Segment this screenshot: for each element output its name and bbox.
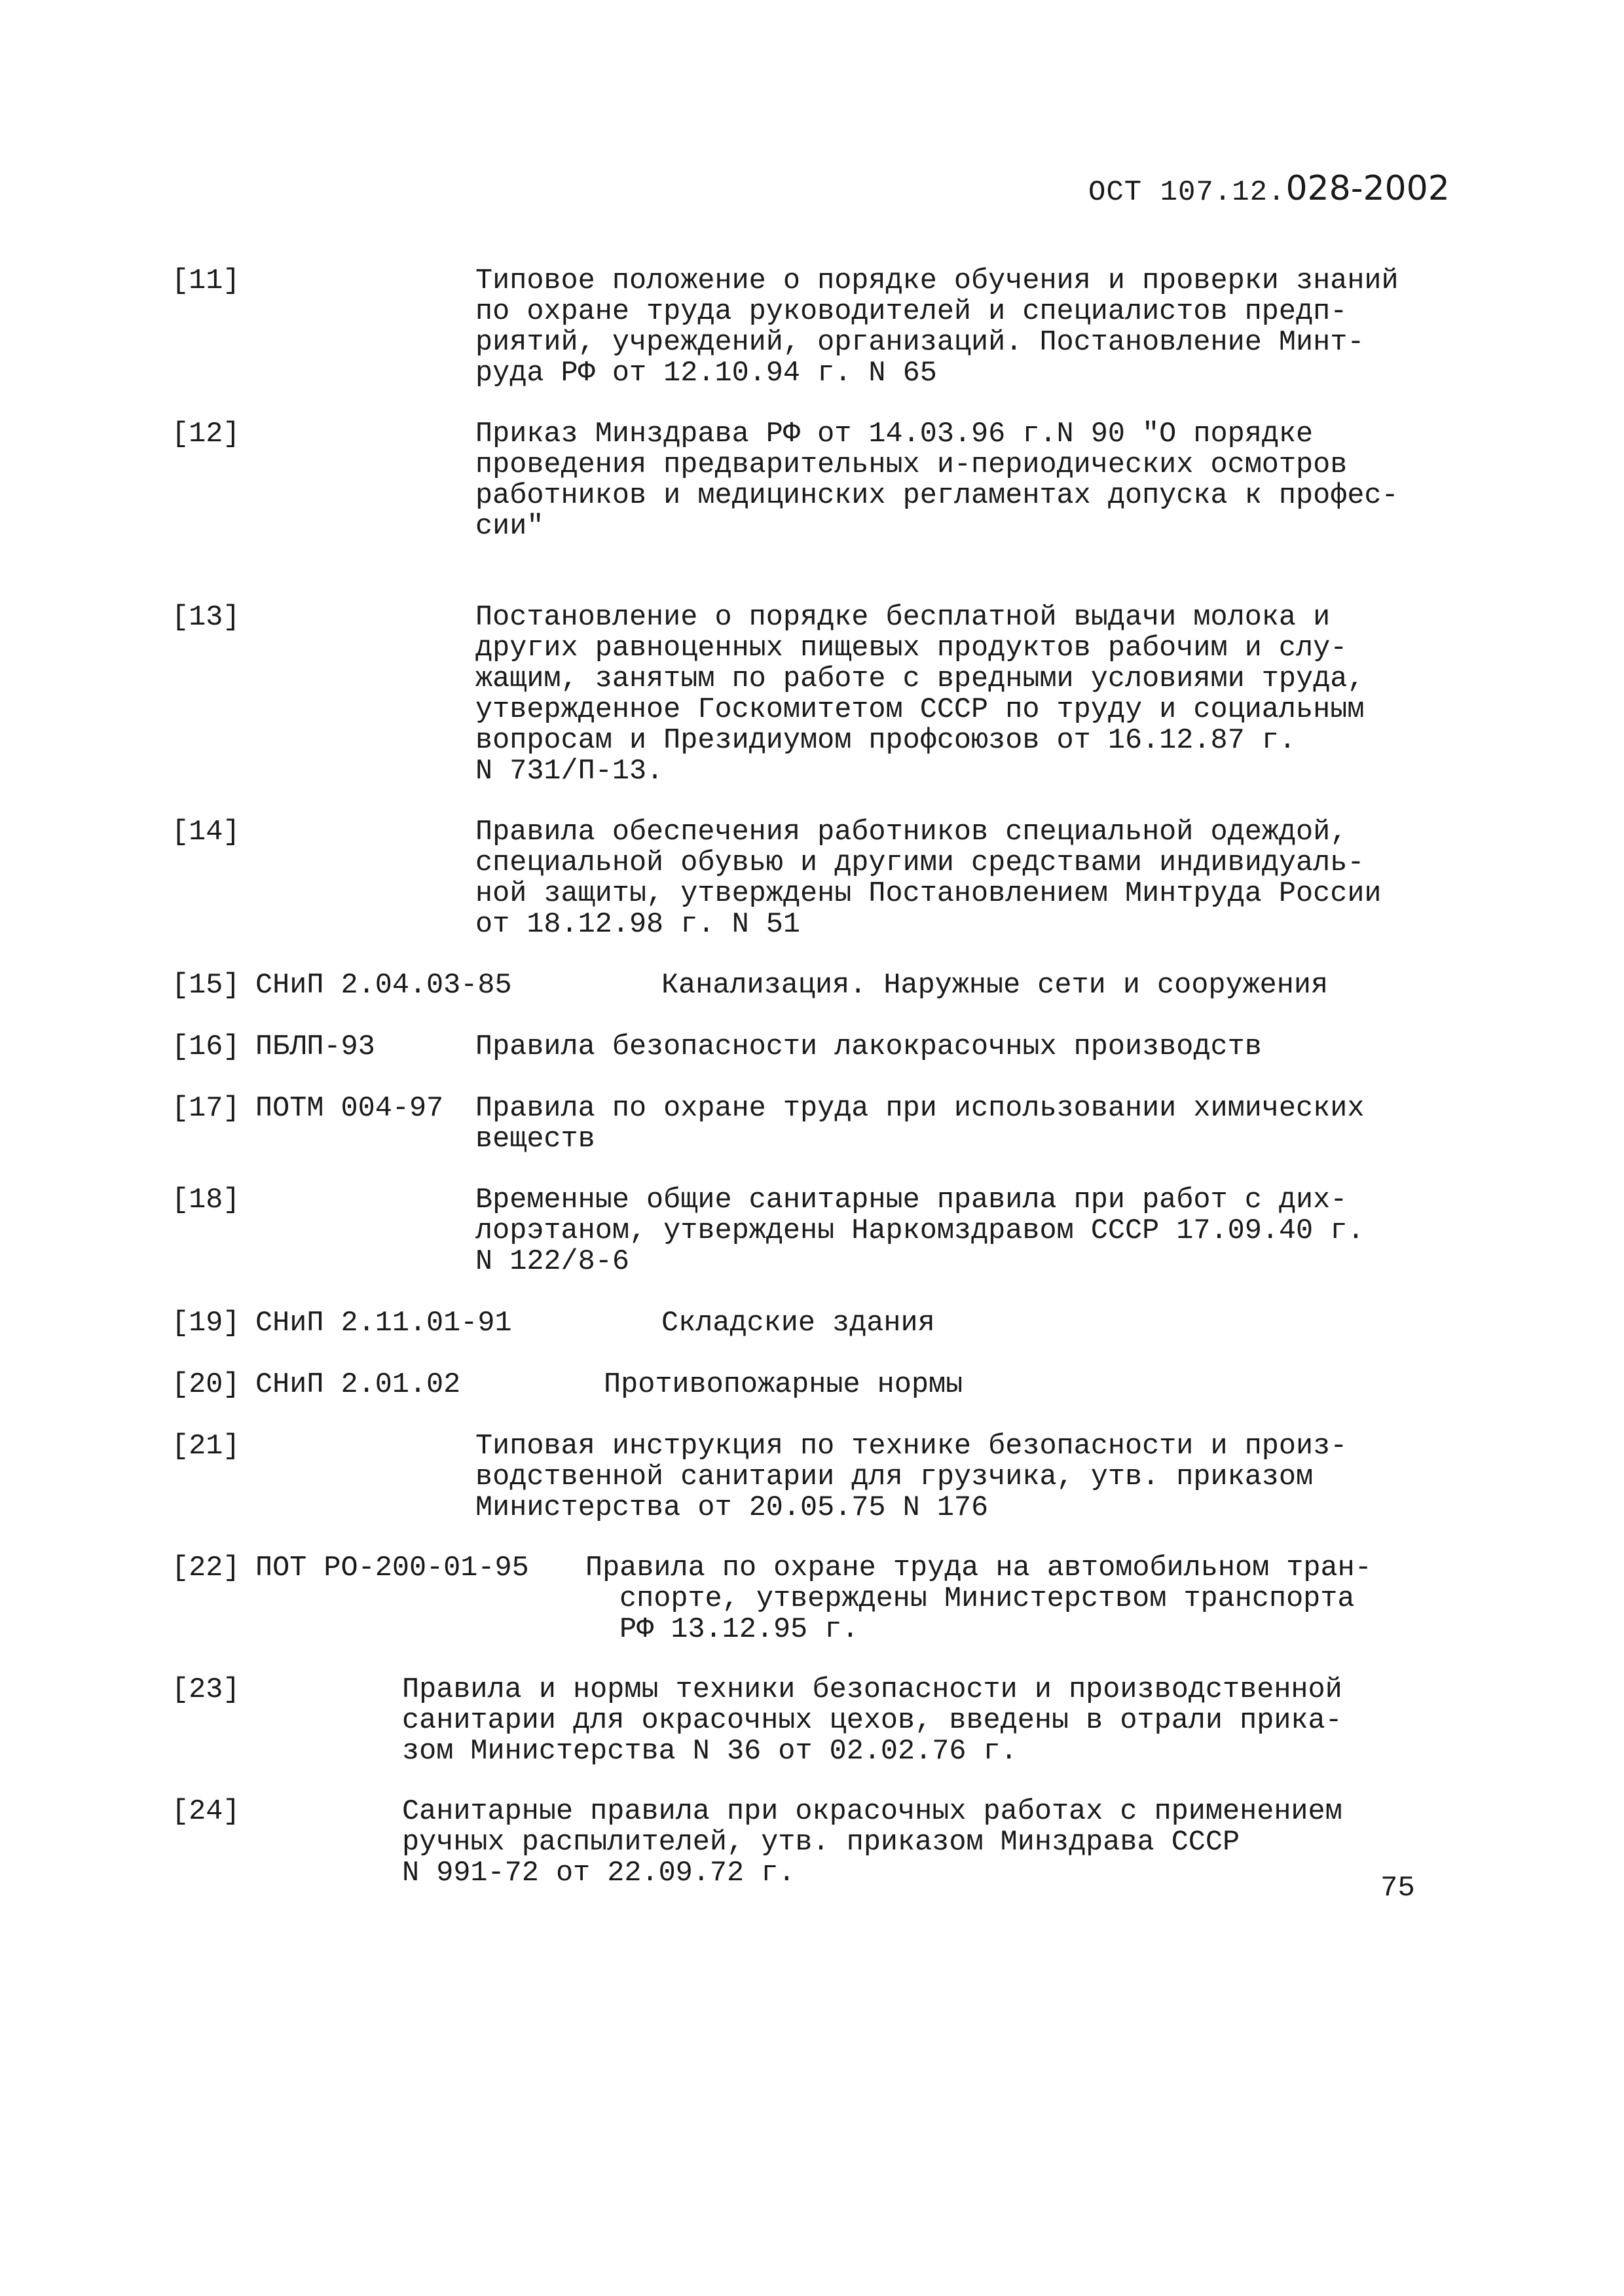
reference-line: водственной санитарии для грузчика, утв. приказом: [475, 1461, 1314, 1493]
reference-line: санитарии для окрасочных цехов, введены в отрали прика-: [402, 1705, 1342, 1737]
reference-number: [23]: [172, 1674, 240, 1706]
reference-code: ПБЛП-93: [255, 1031, 375, 1063]
reference-code: СНиП 2.01.02: [255, 1369, 461, 1401]
reference-line: ной защиты, утверждены Постановлением Минтруда России: [475, 878, 1382, 910]
reference-text: [585, 1553, 1372, 1645]
reference-number: [15]: [172, 970, 240, 1002]
reference-line: вопросам и Президиумом профсоюзов от 16.12.87 г.: [475, 725, 1297, 757]
reference-text: [402, 1675, 1342, 1767]
reference-line: руда РФ от 12.10.94 г. N 65: [475, 357, 937, 390]
reference-text: [661, 970, 1328, 1001]
reference-line: спорте, утверждены Министерством транспорта: [619, 1583, 1355, 1615]
reference-line: лорэтаном, утверждены Наркомздравом СССР 17.09.40 г.: [475, 1215, 1365, 1247]
reference-line: Санитарные правила при окрасочных работах с применением: [402, 1796, 1342, 1828]
reference-text: [402, 1796, 1342, 1889]
reference-line: Складские здания: [661, 1307, 935, 1339]
reference-number: [20]: [172, 1369, 240, 1401]
reference-line: Типовая инструкция по технике безопасности и произ-: [475, 1430, 1348, 1463]
reference-line: Канализация. Наружные сети и сооружения: [661, 970, 1329, 1002]
reference-line: зом Министерства N 36 от 02.02.76 г.: [402, 1736, 1018, 1768]
reference-number: [22]: [172, 1552, 240, 1584]
reference-text: [475, 817, 1382, 940]
reference-line: Правила обеспечения работников специальной одеждой,: [475, 816, 1348, 848]
reference-line: N 731/П-13.: [475, 756, 664, 788]
document-code-typed: ОСТ 107.12.: [1088, 176, 1286, 209]
reference-number: [16]: [172, 1031, 240, 1063]
reference-number: [17]: [172, 1093, 240, 1125]
reference-line: веществ: [475, 1123, 595, 1156]
reference-line: Правила и нормы техники безопасности и производственной: [402, 1674, 1342, 1706]
reference-number: [21]: [172, 1430, 240, 1463]
reference-line: по охране труда руководителей и специалистов предп-: [475, 296, 1348, 328]
reference-line: Приказ Минздрава РФ от 14.03.96 г.N 90 "О порядке: [475, 418, 1314, 450]
reference-line: жащим, занятым по работе с вредными условиями труда,: [475, 663, 1365, 695]
reference-line: Правила по охране труда при использовании химических: [475, 1093, 1365, 1125]
reference-line: Временные общие санитарные правила при работ с дих-: [475, 1184, 1348, 1216]
reference-line: Типовое положение о порядке обучения и проверки знаний: [475, 265, 1399, 297]
reference-text: [475, 266, 1399, 389]
reference-code: ПОТМ 004-97: [255, 1093, 444, 1125]
reference-text: [475, 1431, 1347, 1523]
reference-text: [475, 1032, 1262, 1063]
reference-line: от 18.12.98 г. N 51: [475, 909, 800, 941]
reference-line: N 991-72 от 22.09.72 г.: [402, 1857, 796, 1889]
reference-text: [475, 1185, 1364, 1277]
reference-number: [24]: [172, 1796, 240, 1828]
reference-number: [11]: [172, 265, 240, 297]
document-code-handwritten: 028-2002: [1285, 169, 1450, 208]
reference-line: других равноценных пищевых продуктов рабочим и слу-: [475, 632, 1348, 665]
reference-number: [13]: [172, 602, 240, 634]
reference-code: СНиП 2.11.01-91: [255, 1307, 512, 1339]
reference-line: специальной обувью и другими средствами индивидуаль-: [475, 847, 1365, 879]
reference-text: [604, 1370, 963, 1400]
reference-line: Министерства от 20.05.75 N 176: [475, 1492, 989, 1524]
reference-line: сии": [475, 511, 544, 543]
reference-text: [661, 1308, 935, 1339]
reference-line: утвержденное Госкомитетом СССР по труду и социальным: [475, 694, 1365, 726]
reference-code: ПОТ РО-200-01-95: [255, 1552, 529, 1584]
page-number: 75: [1380, 1872, 1415, 1904]
reference-line: Противопожарные нормы: [604, 1369, 963, 1401]
reference-line: РФ 13.12.95 г.: [619, 1614, 859, 1646]
reference-line: работников и медицинских регламентах допуска к профес-: [475, 480, 1399, 512]
reference-line: N 122/8-6: [475, 1246, 629, 1278]
reference-number: [18]: [172, 1184, 240, 1216]
reference-text: [475, 602, 1364, 787]
reference-line: Постановление о порядке бесплатной выдачи молока и: [475, 602, 1331, 634]
reference-line: ручных распылителей, утв. приказом Минздрава СССР: [402, 1827, 1240, 1859]
reference-text: [475, 1093, 1364, 1155]
reference-line: риятий, учреждений, организаций. Постановление Минт-: [475, 327, 1365, 359]
document-code: [1088, 169, 1450, 209]
reference-number: [12]: [172, 418, 240, 450]
reference-code: СНиП 2.04.03-85: [255, 970, 512, 1002]
reference-number: [19]: [172, 1307, 240, 1339]
reference-line: проведения предварительных и-периодических осмотров: [475, 449, 1348, 481]
reference-line: Правила по охране труда на автомобильном тран-: [585, 1552, 1372, 1584]
reference-text: [475, 419, 1399, 542]
reference-line: Правила безопасности лакокрасочных производств: [475, 1031, 1262, 1063]
reference-number: [14]: [172, 816, 240, 848]
